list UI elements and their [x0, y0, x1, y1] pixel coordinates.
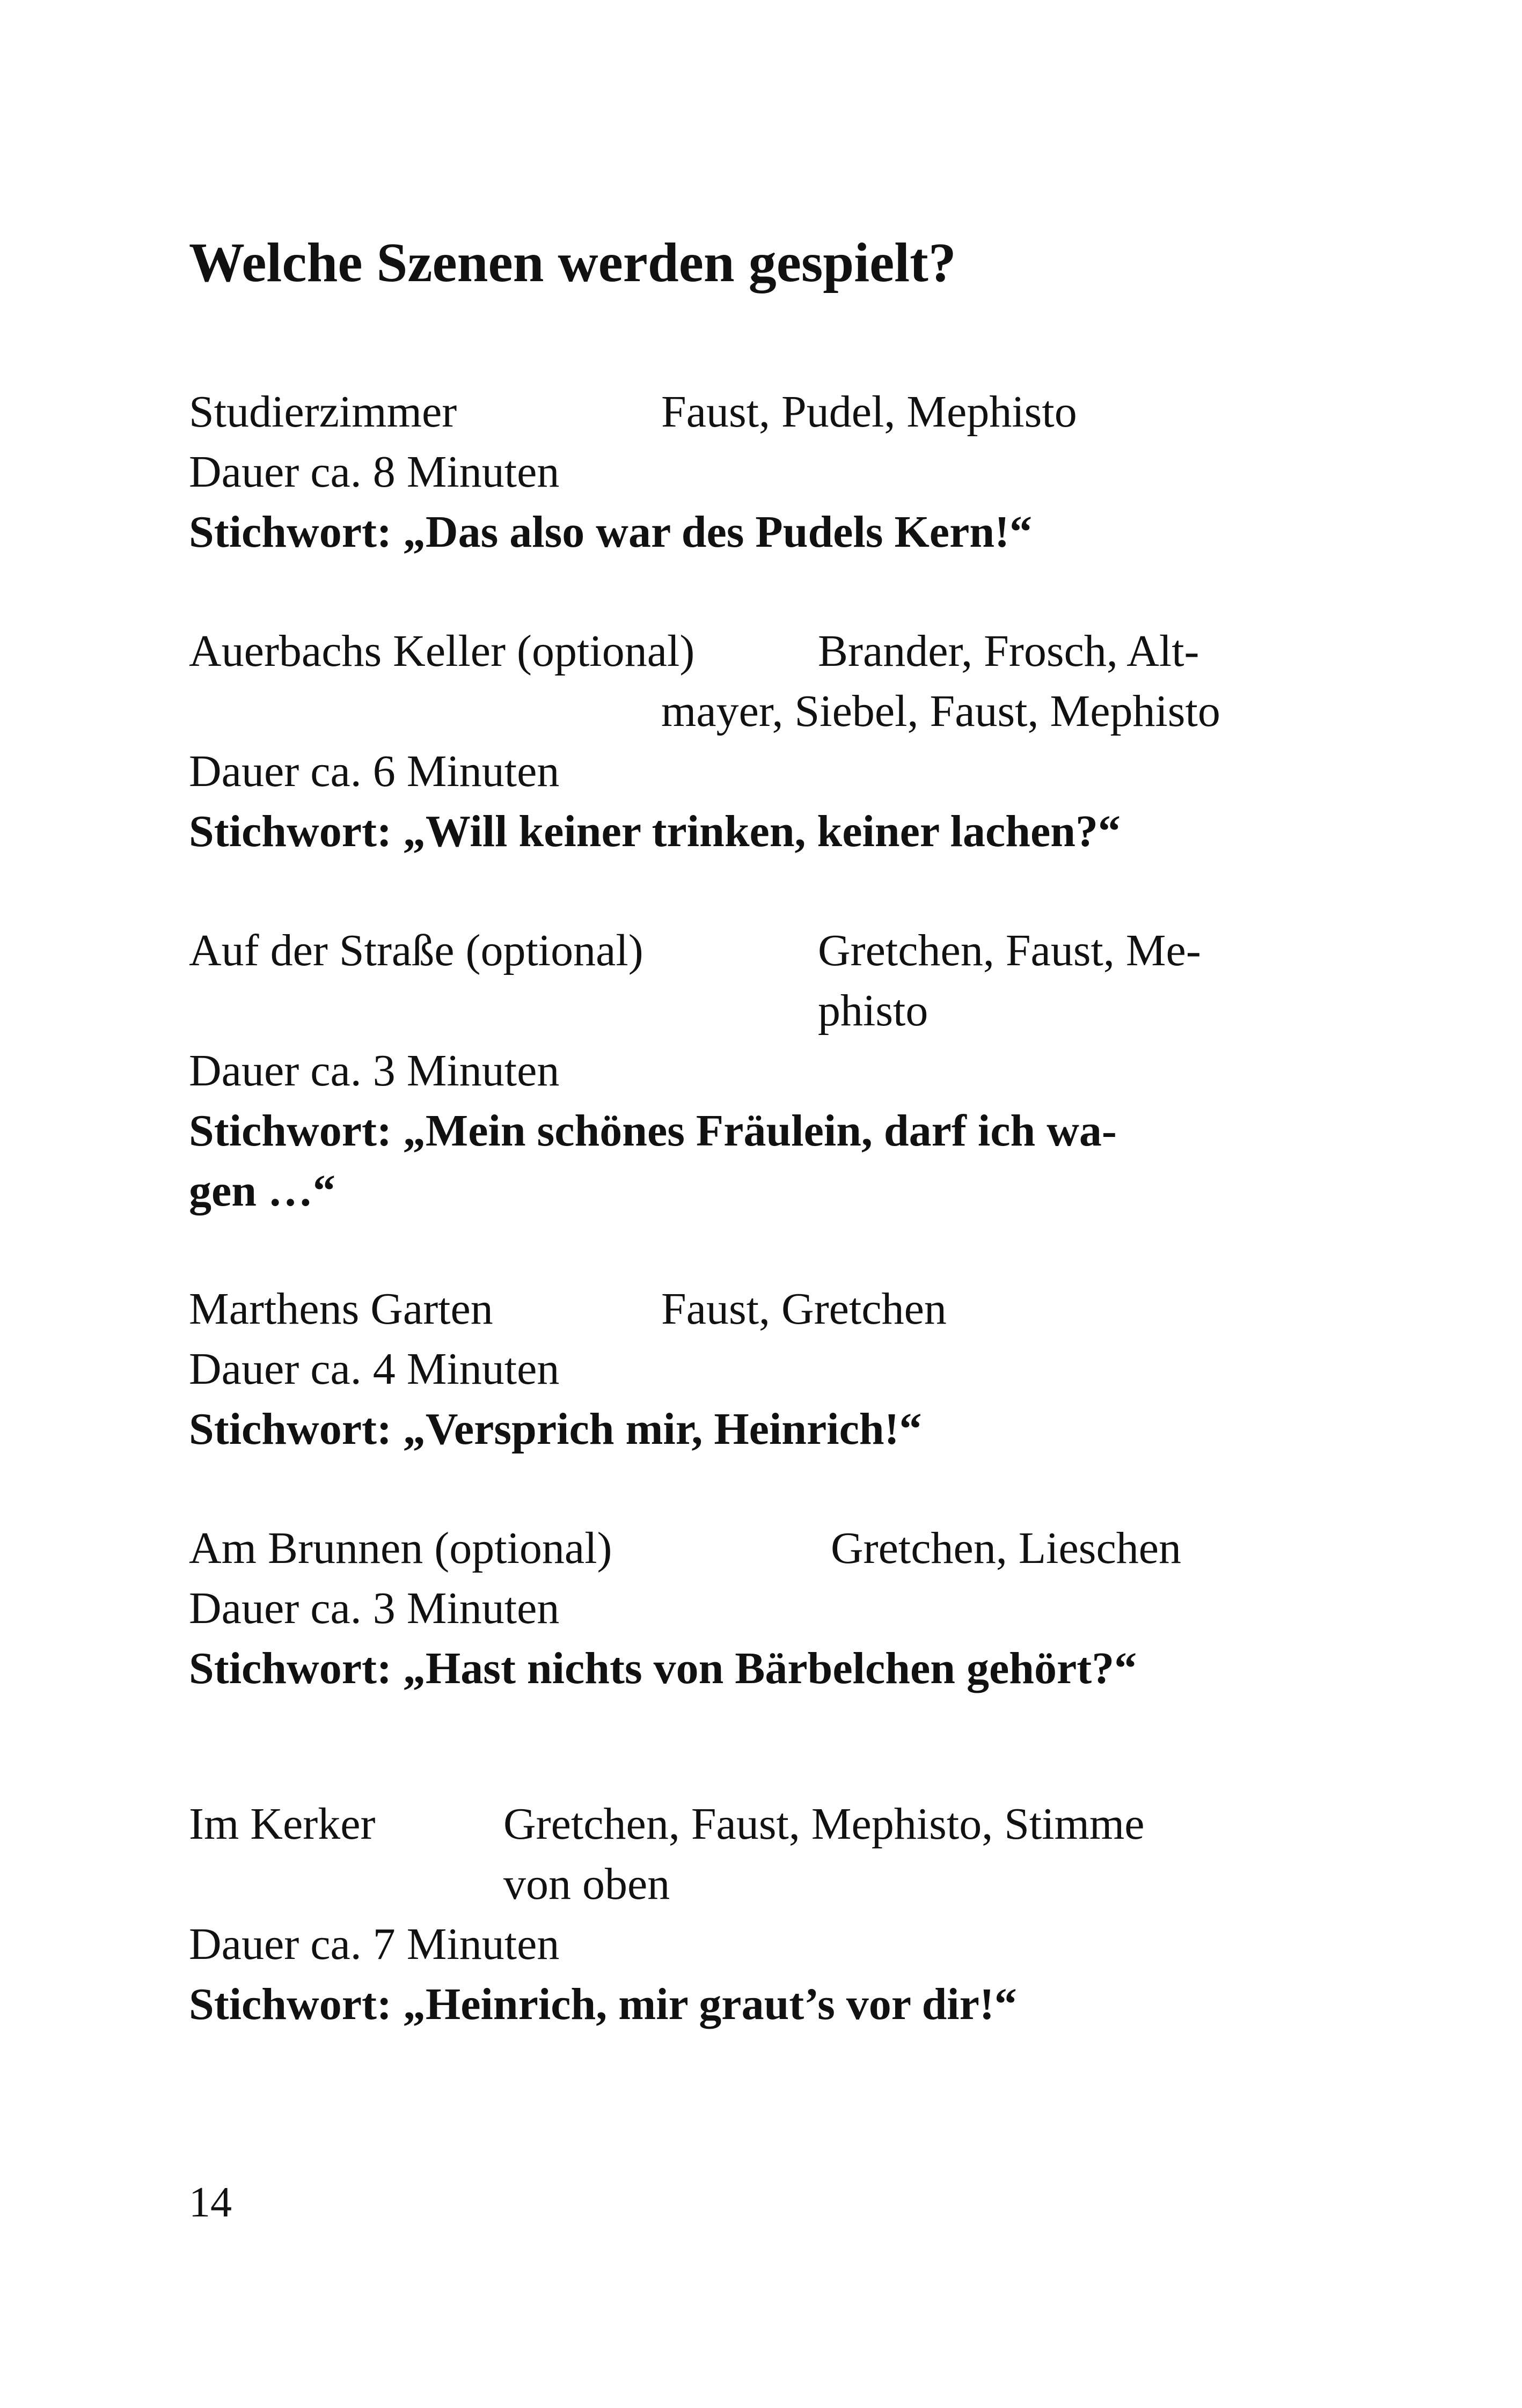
scene-name: Auf der Straße (optional) [189, 926, 643, 975]
page-number: 14 [189, 2179, 232, 2226]
scene-header [189, 621, 1370, 742]
scene-duration: Dauer ca. 8 Minuten [189, 447, 560, 497]
scene-cue: Stichwort: „Will keiner trinken, keiner lachen?“ [189, 806, 1121, 856]
scene-cue: Stichwort: „Hast nichts von Bärbelchen gehört?“ [189, 1643, 1137, 1693]
scene-name: Auerbachs Keller (optional) [189, 626, 695, 676]
scene-entry [189, 621, 1370, 862]
scene-cue: Stichwort: „Versprich mir, Heinrich!“ [189, 1404, 922, 1454]
scene-cast: Faust, Pudel, Mephisto [661, 387, 1077, 437]
scene-header [189, 921, 1370, 1041]
scene-cue: Stichwort: „Mein schönes Fräulein, darf ich wa- gen …“ [189, 1106, 1117, 1216]
scene-cast: Gretchen, Faust, Me- phisto [818, 926, 1201, 1036]
scene-header [189, 382, 1370, 442]
scene-duration: Dauer ca. 4 Minuten [189, 1344, 560, 1394]
scene-name: Marthens Garten [189, 1284, 493, 1334]
scene-header [189, 1518, 1370, 1579]
page-title: Welche Szenen werden gespielt? [189, 232, 956, 293]
scene-name: Am Brunnen (optional) [189, 1523, 612, 1573]
scene-name: Im Kerker [189, 1799, 376, 1849]
scene-cast-line: Brander, Frosch, Alt- [818, 626, 1199, 676]
scene-duration: Dauer ca. 3 Minuten [189, 1583, 560, 1633]
scene-entry [189, 1279, 1370, 1459]
scene-entry [189, 382, 1370, 562]
scene-entry [189, 1794, 1370, 2035]
scene-cast: Gretchen, Lieschen [831, 1523, 1182, 1573]
scene-cue: Stichwort: „Das also war des Pudels Kern!“ [189, 507, 1033, 557]
scene-duration: Dauer ca. 7 Minuten [189, 1919, 560, 1969]
scene-header [189, 1794, 1370, 1914]
scene-cast: Faust, Gretchen [661, 1284, 947, 1334]
scene-cue: Stichwort: „Heinrich, mir graut’s vor dir!“ [189, 1979, 1017, 2029]
scene-entry [189, 1518, 1370, 1699]
scene-entry [189, 921, 1370, 1221]
scene-cast-line: mayer, Siebel, Faust, Mephisto [661, 686, 1220, 736]
scene-header [189, 1279, 1370, 1339]
scene-duration: Dauer ca. 6 Minuten [189, 746, 560, 796]
scene-name: Studierzimmer [189, 387, 457, 437]
scene-cast: Gretchen, Faust, Mephisto, Stimme von oben [503, 1799, 1145, 1909]
scene-duration: Dauer ca. 3 Minuten [189, 1046, 560, 1096]
